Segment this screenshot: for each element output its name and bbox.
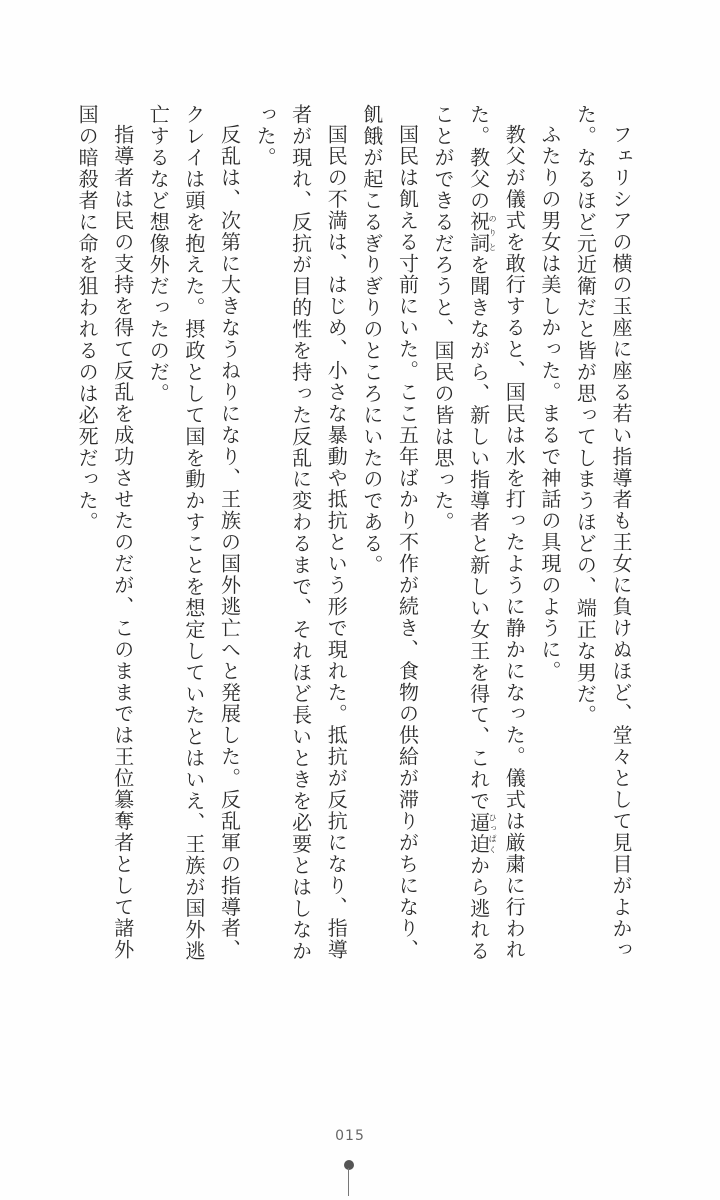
paragraph: 反乱は、次第に大きなうねりになり、王族の国外逃亡へと発展した。反乱軍の指導者、クレイは頭を抱えた。摂政として国を動かすことを想定していたとはいえ、王族が国外逃亡するなど想像外だったのだ。 xyxy=(146,104,242,962)
paragraph-part: から逃れることができるだろうと、国民の皆は思った。 xyxy=(431,104,491,963)
ruby-norito xyxy=(466,211,498,255)
page-marker-line xyxy=(348,1168,349,1196)
ruby-reading: ひっぱく xyxy=(488,811,498,855)
paragraph-part: を聞きながら、新しい指導者と新しい女王を得て、これで xyxy=(466,254,491,812)
ruby-base: 祝詞 xyxy=(466,211,491,255)
ruby-hippaku xyxy=(466,811,498,855)
paragraph: 国民の不満は、はじめ、小さな暴動や抵抗という形で現れた。抵抗が反抗になり、指導者が現れ、反抗が目的性を持った反乱に変わるまで、それほど長いときを必要とはしなかった。 xyxy=(253,104,349,962)
paragraph: 国民は飢える寸前にいた。ここ五年ばかり不作が続き、食物の供給が滞りがちになり、飢餓が起こるぎりぎりのところにいたのである。 xyxy=(359,104,420,961)
ruby-reading: のりと xyxy=(488,211,498,255)
page-number: 015 xyxy=(335,1128,365,1144)
body-text xyxy=(69,104,639,966)
ruby-base: 逼迫 xyxy=(466,811,491,855)
paragraph: 指導者は民の支持を得て反乱を成功させたのだが、このままでは王位簒奪者として諸外国の暗殺者に命を狙われるのは必死だった。 xyxy=(75,104,135,961)
paragraph: フェリシアの横の玉座に座る若い指導者も王女に負けぬほど、堂々として見目がよかった。なるほど元近衛だと皆が思ってしまうほどの、端正な男だ。 xyxy=(573,104,633,961)
paragraph xyxy=(424,104,531,966)
page-marker-dot xyxy=(344,1160,354,1170)
paragraph-part: 教父が儀式を敢行すると、国民は水を打ったように静かになった。儀式は厳粛に行われた。教父の xyxy=(466,104,527,961)
paragraph: ふたりの男女は美しかった。まるで神話の具現のように。 xyxy=(537,124,562,682)
